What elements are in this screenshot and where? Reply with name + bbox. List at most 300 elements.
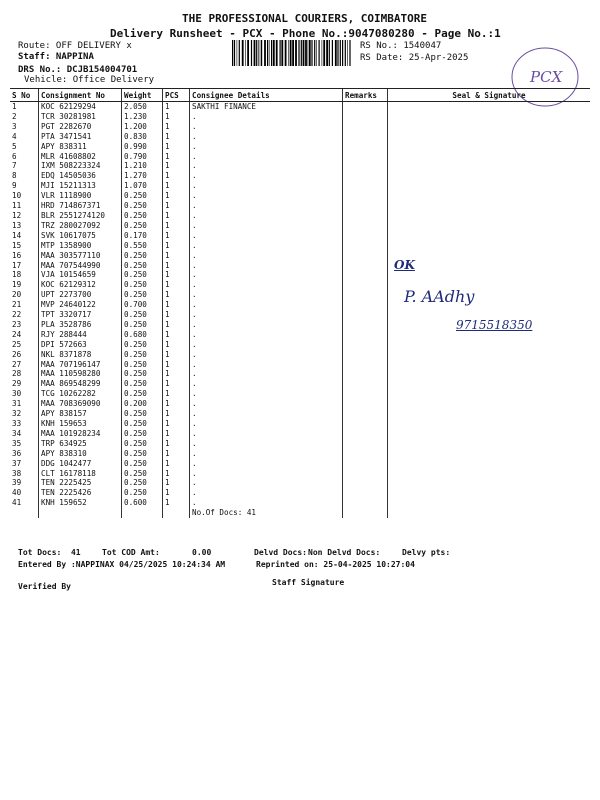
cell-weight: 0.600 — [122, 498, 163, 508]
docs-row-cell — [343, 508, 388, 518]
cell-remarks — [343, 350, 388, 360]
cell-consignment-no: TEN 2225425 — [39, 478, 122, 488]
cell-pcs: 1 — [163, 488, 190, 498]
cell-remarks — [343, 152, 388, 162]
cell-consignment-no: IXM 508223324 — [39, 161, 122, 171]
cell-seal-signature — [388, 241, 591, 251]
col-pcs: PCS — [163, 89, 190, 102]
table-row — [10, 270, 590, 280]
cell-pcs: 1 — [163, 142, 190, 152]
cell-sno: 1 — [12, 102, 17, 111]
cell-weight: 1.200 — [122, 122, 163, 132]
cell-remarks — [343, 399, 388, 409]
cell-weight: 0.680 — [122, 330, 163, 340]
cell-weight: 0.250 — [122, 280, 163, 290]
cell-consignee: . — [190, 112, 343, 122]
cell-sno: 40 — [12, 488, 22, 498]
cell-weight: 0.250 — [122, 191, 163, 201]
cell-remarks — [343, 142, 388, 152]
cell-consignment-no: MAA 707544990 — [39, 261, 122, 271]
cell-sno: 30 — [12, 389, 22, 399]
cell-seal-signature — [388, 449, 591, 459]
table-row — [10, 191, 590, 201]
cell-pcs: 1 — [163, 459, 190, 469]
cell-consignment-no: DDG 1042477 — [39, 459, 122, 469]
cell-remarks — [343, 369, 388, 379]
cell-consignee: . — [190, 360, 343, 370]
table-row — [10, 350, 590, 360]
cell-weight: 0.830 — [122, 132, 163, 142]
table-row — [10, 122, 590, 132]
cell-consignee: . — [190, 171, 343, 181]
cell-weight: 1.230 — [122, 112, 163, 122]
verified-by: Verified By — [18, 582, 71, 591]
cell-pcs: 1 — [163, 191, 190, 201]
table-row — [10, 221, 590, 231]
cell-remarks — [343, 360, 388, 370]
cell-seal-signature — [388, 181, 591, 191]
cell-consignee: . — [190, 241, 343, 251]
col-consignment: Consignment No — [39, 89, 122, 102]
cell-remarks — [343, 409, 388, 419]
delivered-docs: Delvd Docs: — [254, 548, 307, 557]
cell-pcs: 1 — [163, 201, 190, 211]
table-row — [10, 231, 590, 241]
table-row — [10, 459, 590, 469]
cell-remarks — [343, 221, 388, 231]
table-row — [10, 340, 590, 350]
table-row — [10, 360, 590, 370]
cell-pcs: 1 — [163, 152, 190, 162]
table-header-row — [10, 89, 590, 102]
table-row — [10, 102, 590, 112]
cell-sno: 14 — [12, 230, 22, 240]
cell-pcs: 1 — [163, 310, 190, 320]
table-row — [10, 142, 590, 152]
cell-weight: 0.250 — [122, 449, 163, 459]
cell-consignee: . — [190, 379, 343, 389]
cell-sno: 9 — [12, 181, 17, 191]
cell-weight: 0.250 — [122, 409, 163, 419]
drs-number: DRS No.: DCJB154004701 — [18, 65, 138, 75]
staff-signature-label: Staff Signature — [272, 578, 345, 587]
cell-remarks — [343, 379, 388, 389]
cell-remarks — [343, 429, 388, 439]
cell-pcs: 1 — [163, 399, 190, 409]
col-consignee: Consignee Details — [190, 89, 343, 102]
table-row — [10, 211, 590, 221]
cell-consignment-no: PTA 3471541 — [39, 132, 122, 142]
table-row — [10, 112, 590, 122]
docs-row-cell — [122, 508, 163, 518]
cell-remarks — [343, 261, 388, 271]
cell-remarks — [343, 290, 388, 300]
cell-consignee: . — [190, 280, 343, 290]
cell-consignee: . — [190, 300, 343, 310]
cell-seal-signature — [388, 360, 591, 370]
table-row — [10, 132, 590, 142]
cell-sno: 11 — [12, 201, 22, 211]
cell-pcs: 1 — [163, 419, 190, 429]
cell-consignee: . — [190, 270, 343, 280]
cell-pcs: 1 — [163, 449, 190, 459]
table-row — [10, 469, 590, 479]
cell-pcs: 1 — [163, 241, 190, 251]
cell-seal-signature — [388, 488, 591, 498]
cell-weight: 0.250 — [122, 488, 163, 498]
cell-seal-signature — [388, 379, 591, 389]
rs-date: RS Date: 25-Apr-2025 — [360, 53, 469, 63]
table-row — [10, 439, 590, 449]
cell-remarks — [343, 330, 388, 340]
cell-consignee: . — [190, 161, 343, 171]
cell-weight: 0.250 — [122, 469, 163, 479]
cell-remarks — [343, 270, 388, 280]
cell-pcs: 1 — [163, 320, 190, 330]
cell-consignment-no: TRP 634925 — [39, 439, 122, 449]
cell-remarks — [343, 280, 388, 290]
cell-consignment-no: MVP 24640122 — [39, 300, 122, 310]
cell-consignment-no: KNH 159652 — [39, 498, 122, 508]
cell-pcs: 1 — [163, 211, 190, 221]
cell-pcs: 1 — [163, 231, 190, 241]
cell-pcs: 1 — [163, 350, 190, 360]
cell-seal-signature — [388, 171, 591, 181]
cell-weight: 1.270 — [122, 171, 163, 181]
cell-consignee: . — [190, 181, 343, 191]
cell-pcs: 1 — [163, 112, 190, 122]
consignment-table — [10, 88, 590, 518]
col-seal-signature: Seal & Signature — [388, 89, 591, 102]
cell-consignee: . — [190, 389, 343, 399]
cell-consignment-no: CLT 16178118 — [39, 469, 122, 479]
table-row — [10, 181, 590, 191]
cell-consignee: . — [190, 459, 343, 469]
cell-sno: 18 — [12, 270, 22, 280]
cell-sno: 12 — [12, 210, 22, 220]
cell-consignment-no: VJA 10154659 — [39, 270, 122, 280]
cell-consignment-no: MAA 708369090 — [39, 399, 122, 409]
cell-consignee: . — [190, 350, 343, 360]
cell-consignee: . — [190, 399, 343, 409]
cell-sno: 21 — [12, 300, 22, 310]
cell-weight: 0.170 — [122, 231, 163, 241]
cell-seal-signature — [388, 340, 591, 350]
cell-weight: 1.210 — [122, 161, 163, 171]
cell-sno: 31 — [12, 399, 22, 409]
cell-weight: 0.250 — [122, 320, 163, 330]
table-row — [10, 449, 590, 459]
cell-consignment-no: BLR 2551274120 — [39, 211, 122, 221]
col-weight: Weight — [122, 89, 163, 102]
cell-pcs: 1 — [163, 221, 190, 231]
cell-consignee: . — [190, 231, 343, 241]
cell-consignment-no: TEN 2225426 — [39, 488, 122, 498]
table-row — [10, 251, 590, 261]
cell-sno: 19 — [12, 280, 22, 290]
cell-weight: 0.790 — [122, 152, 163, 162]
cell-sno: 27 — [12, 359, 22, 369]
cell-remarks — [343, 161, 388, 171]
rs-number: RS No.: 1540047 — [360, 41, 442, 51]
cell-pcs: 1 — [163, 290, 190, 300]
non-delivered-docs: Non Delvd Docs: — [308, 548, 381, 557]
cell-consignee: . — [190, 469, 343, 479]
table-row — [10, 261, 590, 271]
cell-weight: 0.250 — [122, 310, 163, 320]
cell-seal-signature — [388, 399, 591, 409]
col-sno: S No — [10, 89, 39, 102]
cell-seal-signature — [388, 478, 591, 488]
no-of-docs: No.Of Docs: 41 — [190, 508, 343, 518]
table-row — [10, 389, 590, 399]
cell-seal-signature — [388, 459, 591, 469]
cell-remarks — [343, 300, 388, 310]
table-row — [10, 201, 590, 211]
cell-sno: 20 — [12, 290, 22, 300]
cell-weight: 0.250 — [122, 429, 163, 439]
cell-remarks — [343, 498, 388, 508]
docs-row-cell — [10, 508, 39, 518]
route-label: Route: OFF DELIVERY x — [18, 41, 132, 51]
cell-sno: 5 — [12, 141, 17, 151]
cell-weight: 0.250 — [122, 379, 163, 389]
cell-sno: 16 — [12, 250, 22, 260]
cell-seal-signature — [388, 201, 591, 211]
cell-consignee: . — [190, 369, 343, 379]
entered-by: Entered By :NAPPINAX 04/25/2025 10:24:34 AM — [18, 560, 226, 569]
cell-sno: 25 — [12, 339, 22, 349]
cell-remarks — [343, 211, 388, 221]
cell-remarks — [343, 340, 388, 350]
cell-remarks — [343, 459, 388, 469]
cell-pcs: 1 — [163, 340, 190, 350]
cell-pcs: 1 — [163, 478, 190, 488]
cell-consignment-no: MAA 110598280 — [39, 369, 122, 379]
cell-seal-signature — [388, 270, 591, 280]
cell-pcs: 1 — [163, 369, 190, 379]
cell-sno: 7 — [12, 161, 17, 171]
docs-count-row — [10, 508, 590, 518]
handwritten-ok: OK — [394, 258, 415, 272]
cell-consignee: . — [190, 152, 343, 162]
cell-seal-signature — [388, 251, 591, 261]
cell-pcs: 1 — [163, 409, 190, 419]
cell-remarks — [343, 122, 388, 132]
cell-consignee: . — [190, 221, 343, 231]
cell-weight: 0.250 — [122, 350, 163, 360]
cell-seal-signature — [388, 142, 591, 152]
cell-sno: 3 — [12, 121, 17, 131]
total-cod-value: 0.00 — [192, 548, 212, 557]
table-row — [10, 241, 590, 251]
cell-remarks — [343, 320, 388, 330]
cell-consignee: . — [190, 478, 343, 488]
table-row — [10, 409, 590, 419]
cell-remarks — [343, 449, 388, 459]
cell-seal-signature — [388, 369, 591, 379]
table-row — [10, 379, 590, 389]
cell-pcs: 1 — [163, 270, 190, 280]
cell-consignee: . — [190, 211, 343, 221]
cell-consignee: . — [190, 330, 343, 340]
cell-remarks — [343, 488, 388, 498]
cell-sno: 29 — [12, 379, 22, 389]
cell-sno: 23 — [12, 319, 22, 329]
company-title: THE PROFESSIONAL COURIERS, COIMBATORE — [182, 12, 428, 25]
cell-consignment-no: PGT 2282670 — [39, 122, 122, 132]
cell-pcs: 1 — [163, 280, 190, 290]
table-row — [10, 498, 590, 508]
cell-weight: 0.250 — [122, 211, 163, 221]
cell-pcs: 1 — [163, 360, 190, 370]
cell-weight: 0.250 — [122, 270, 163, 280]
cell-consignment-no: TCG 10262282 — [39, 389, 122, 399]
table-row — [10, 300, 590, 310]
cell-consignment-no: MJI 15211313 — [39, 181, 122, 191]
cell-consignee: . — [190, 142, 343, 152]
cell-pcs: 1 — [163, 439, 190, 449]
cell-remarks — [343, 112, 388, 122]
cell-weight: 2.050 — [122, 102, 163, 112]
cell-seal-signature — [388, 112, 591, 122]
cell-remarks — [343, 102, 388, 112]
cell-weight: 0.250 — [122, 459, 163, 469]
cell-seal-signature — [388, 211, 591, 221]
cell-consignment-no: MAA 101928234 — [39, 429, 122, 439]
cell-seal-signature — [388, 439, 591, 449]
cell-weight: 1.070 — [122, 181, 163, 191]
cell-consignee: SAKTHI FINANCE — [190, 102, 343, 112]
cell-pcs: 1 — [163, 379, 190, 389]
cell-pcs: 1 — [163, 132, 190, 142]
total-docs: Tot Docs: 41 — [18, 548, 81, 557]
cell-consignee: . — [190, 261, 343, 271]
reprinted-on: Reprinted on: 25-04-2025 10:27:04 — [256, 560, 415, 569]
cell-consignment-no: RJY 288444 — [39, 330, 122, 340]
cell-consignment-no: DPI 572663 — [39, 340, 122, 350]
cell-pcs: 1 — [163, 429, 190, 439]
cell-seal-signature — [388, 231, 591, 241]
cell-consignee: . — [190, 488, 343, 498]
cell-sno: 28 — [12, 369, 22, 379]
cell-remarks — [343, 241, 388, 251]
cell-pcs: 1 — [163, 469, 190, 479]
cell-sno: 13 — [12, 220, 22, 230]
cell-consignment-no: APY 838310 — [39, 449, 122, 459]
cell-consignment-no: TCR 30281981 — [39, 112, 122, 122]
cell-pcs: 1 — [163, 498, 190, 508]
table-row — [10, 290, 590, 300]
table-row — [10, 161, 590, 171]
cell-consignee: . — [190, 122, 343, 132]
cell-consignment-no: KNH 159653 — [39, 419, 122, 429]
cell-weight: 0.250 — [122, 290, 163, 300]
staff-label: Staff: NAPPINA — [18, 52, 94, 62]
cell-weight: 0.250 — [122, 201, 163, 211]
cell-consignment-no: VLR 1118900 — [39, 191, 122, 201]
table-row — [10, 488, 590, 498]
cell-pcs: 1 — [163, 251, 190, 261]
cell-seal-signature — [388, 429, 591, 439]
cell-sno: 22 — [12, 310, 22, 320]
cell-weight: 0.250 — [122, 360, 163, 370]
cell-weight: 0.250 — [122, 389, 163, 399]
cell-consignment-no: APY 838157 — [39, 409, 122, 419]
cell-consignee: . — [190, 449, 343, 459]
cell-weight: 0.550 — [122, 241, 163, 251]
cell-weight: 0.250 — [122, 340, 163, 350]
cell-consignment-no: MAA 707196147 — [39, 360, 122, 370]
cell-sno: 33 — [12, 419, 22, 428]
docs-row-cell — [388, 508, 591, 518]
table-row — [10, 419, 590, 429]
cell-remarks — [343, 191, 388, 201]
cell-sno: 24 — [12, 329, 22, 339]
cell-consignee: . — [190, 201, 343, 211]
cell-consignee: . — [190, 409, 343, 419]
table-row — [10, 369, 590, 379]
cell-weight: 0.250 — [122, 261, 163, 271]
cell-consignee: . — [190, 498, 343, 508]
cell-seal-signature — [388, 191, 591, 201]
cell-consignment-no: EDQ 14505036 — [39, 171, 122, 181]
cell-sno: 17 — [12, 260, 22, 270]
cell-sno: 41 — [12, 498, 22, 508]
cell-seal-signature — [388, 350, 591, 360]
cell-consignment-no: APY 838311 — [39, 142, 122, 152]
cell-consignment-no: KOC 62129294 — [39, 102, 122, 112]
table-row — [10, 399, 590, 409]
cell-sno: 26 — [12, 349, 22, 359]
cell-sno: 2 — [12, 111, 17, 121]
cell-sno: 36 — [12, 448, 22, 458]
cell-consignee: . — [190, 439, 343, 449]
cell-weight: 0.250 — [122, 369, 163, 379]
cell-pcs: 1 — [163, 171, 190, 181]
cell-consignee: . — [190, 290, 343, 300]
cell-sno: 35 — [12, 438, 22, 448]
cell-sno: 10 — [12, 191, 22, 201]
cell-consignment-no: MAA 303577110 — [39, 251, 122, 261]
vehicle-label: Vehicle: Office Delivery — [24, 75, 155, 85]
handwritten-signature: P. AAdhy — [404, 287, 475, 306]
docs-row-cell — [39, 508, 122, 518]
cell-consignee: . — [190, 132, 343, 142]
cell-remarks — [343, 419, 388, 429]
cell-weight: 0.200 — [122, 399, 163, 409]
docs-row-cell — [163, 508, 190, 518]
cell-weight: 0.990 — [122, 142, 163, 152]
table-row — [10, 429, 590, 439]
cell-seal-signature — [388, 102, 591, 112]
cell-seal-signature — [388, 389, 591, 399]
cell-consignment-no: UPT 2273700 — [39, 290, 122, 300]
cell-seal-signature — [388, 132, 591, 142]
cell-remarks — [343, 171, 388, 181]
cell-weight: 0.250 — [122, 419, 163, 429]
cell-weight: 0.250 — [122, 478, 163, 488]
cell-consignment-no: PLA 3528786 — [39, 320, 122, 330]
stamp-text: PCX — [530, 68, 563, 86]
cell-consignment-no: KOC 62129312 — [39, 280, 122, 290]
cell-remarks — [343, 181, 388, 191]
cell-consignee: . — [190, 191, 343, 201]
cell-seal-signature — [388, 409, 591, 419]
table-row — [10, 280, 590, 290]
handwritten-phone: 9715518350 — [456, 318, 533, 332]
cell-pcs: 1 — [163, 102, 190, 112]
